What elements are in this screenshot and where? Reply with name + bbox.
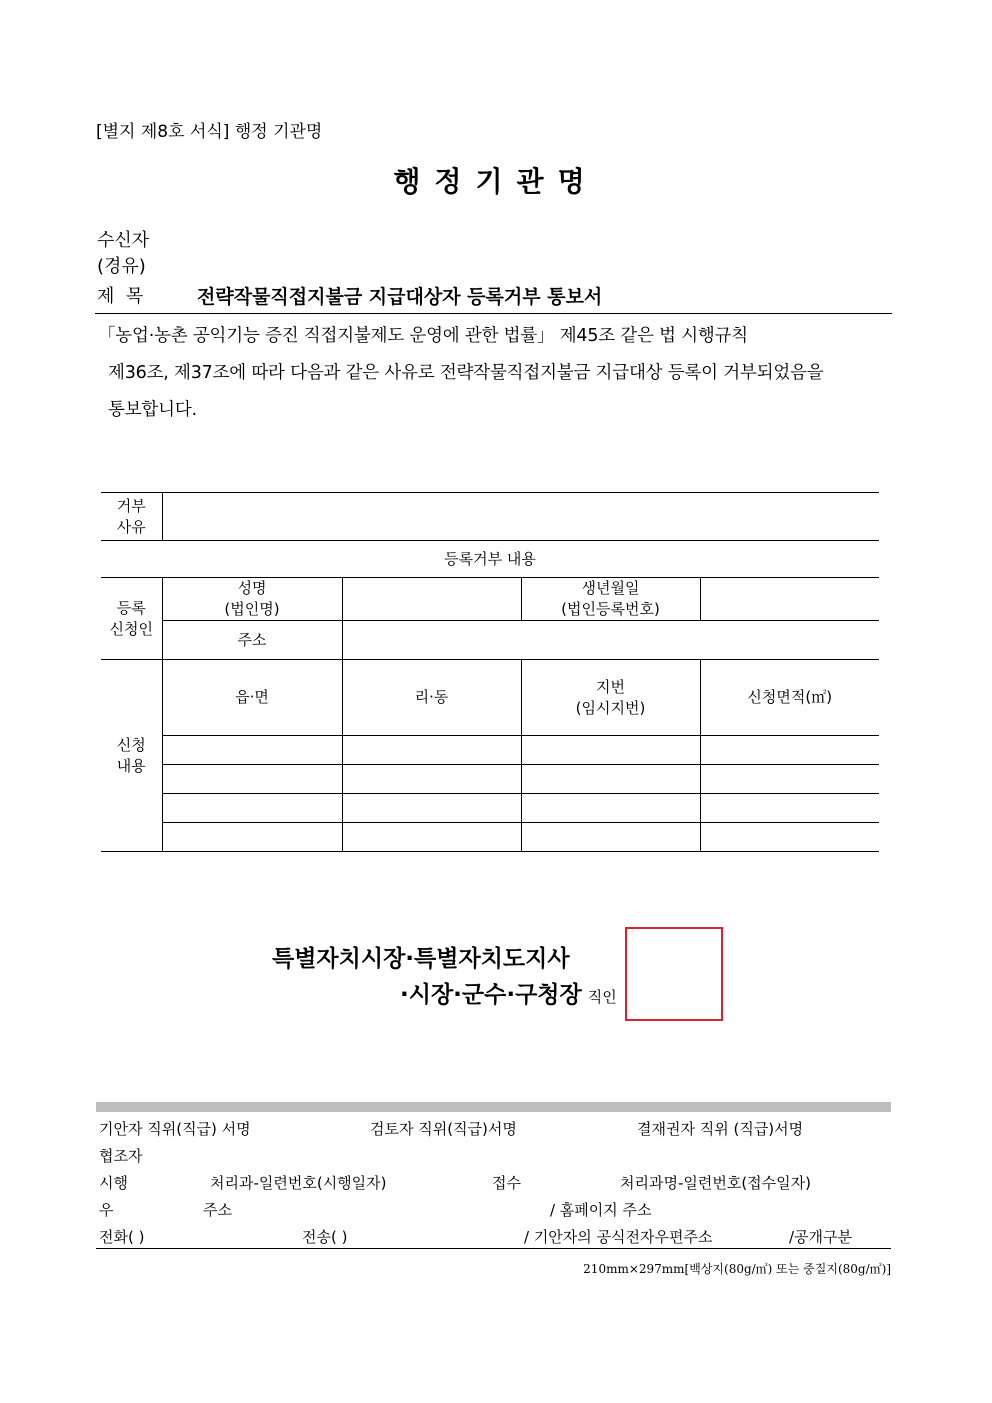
reason-field[interactable] <box>162 493 879 541</box>
enforce-label: 시행 <box>99 1174 128 1192</box>
receipt-label: 접수 <box>492 1174 521 1192</box>
seal-box <box>625 927 723 1021</box>
via-label: (경유) <box>97 256 146 277</box>
phone-label: 전화( ) <box>99 1228 145 1246</box>
recipient-label: 수신자 <box>97 230 150 251</box>
body-line: 제36조, 제37조에 따라 다음과 같은 사유로 전략작물직접지불금 지급대상 등록이 거부되었음을 <box>108 363 824 383</box>
approver-label: 결재권자 직위 (직급)서명 <box>637 1120 804 1138</box>
ri-cell[interactable] <box>342 736 521 765</box>
reviewer-label: 검토자 직위(직급)서명 <box>370 1120 517 1138</box>
eup-cell[interactable] <box>162 823 342 852</box>
reason-label-cell: 거부 사유 <box>101 493 162 541</box>
body-text <box>98 318 882 429</box>
address-field[interactable] <box>342 621 879 660</box>
jibun-cell[interactable] <box>521 765 700 794</box>
area-cell[interactable] <box>700 823 879 852</box>
body-line: 통보합니다. <box>108 400 197 420</box>
homepage-label: / 홈페이지 주소 <box>550 1201 652 1219</box>
area-cell[interactable] <box>700 765 879 794</box>
col-area-header: 신청면적(㎡) <box>700 660 879 736</box>
ri-cell[interactable] <box>342 794 521 823</box>
receipt-number: 처리과명-일련번호(접수일자) <box>620 1174 811 1192</box>
birth-label-cell: 생년월일 (법인등록번호) <box>521 578 700 621</box>
eup-cell[interactable] <box>162 736 342 765</box>
post-label: 우 <box>99 1201 114 1219</box>
birth-field[interactable] <box>700 578 879 621</box>
name-label-cell: 성명 (법인명) <box>162 578 342 621</box>
body-line: 「농업·농촌 공익기능 증진 직접지불제도 운영에 관한 법률」 제45조 같은 법 시행규칙 <box>98 326 749 346</box>
ri-cell[interactable] <box>342 765 521 794</box>
footer-divider-bar <box>96 1102 891 1112</box>
public-label: /공개구분 <box>789 1228 853 1246</box>
cooperator-label: 협조자 <box>99 1147 143 1165</box>
table-row <box>101 823 879 852</box>
form-label: [별지 제8호 서식] 행정 기관명 <box>96 122 323 142</box>
enforce-number: 처리과-일련번호(시행일자) <box>210 1174 387 1192</box>
address-label: 주소 <box>162 621 342 660</box>
signature-title: ·시장·군수·구청장 <box>400 982 582 1008</box>
table-row <box>101 736 879 765</box>
col-jibun-header: 지번 (임시지번) <box>521 660 700 736</box>
subject-label: 제 목 <box>97 286 144 307</box>
fax-label: 전송( ) <box>302 1228 348 1246</box>
footer-bottom-line <box>96 1248 891 1249</box>
registration-refusal-table <box>101 492 879 852</box>
email-label: / 기안자의 공식전자우편주소 <box>524 1228 713 1246</box>
ri-cell[interactable] <box>342 823 521 852</box>
seal-label: 직인 <box>587 988 617 1006</box>
section-header: 등록거부 내용 <box>101 541 879 578</box>
jibun-cell[interactable] <box>521 794 700 823</box>
col-eup-header: 읍·면 <box>162 660 342 736</box>
paper-spec: 210mm×297mm[백상지(80g/㎡) 또는 중질지(80g/㎡)] <box>583 1262 891 1276</box>
col-ri-header: 리·동 <box>342 660 521 736</box>
subject-text: 전략작물직접지불금 지급대상자 등록거부 통보서 <box>197 286 603 308</box>
table-row <box>101 794 879 823</box>
area-cell[interactable] <box>700 736 879 765</box>
drafter-label: 기안자 직위(직급) 서명 <box>99 1120 251 1138</box>
area-cell[interactable] <box>700 794 879 823</box>
jibun-cell[interactable] <box>521 823 700 852</box>
subject-row <box>97 282 603 308</box>
jibun-cell[interactable] <box>521 736 700 765</box>
address-label-footer: 주소 <box>203 1201 232 1219</box>
page-title: 행정기관명 <box>393 165 599 198</box>
table-row <box>101 765 879 794</box>
name-field[interactable] <box>342 578 521 621</box>
applicant-label-cell: 등록 신청인 <box>101 578 162 660</box>
content-label-cell: 신청 내용 <box>101 660 162 852</box>
signature-line-1: 특별자치시장·특별자치도지사 <box>272 946 570 972</box>
eup-cell[interactable] <box>162 765 342 794</box>
eup-cell[interactable] <box>162 794 342 823</box>
signature-line-2 <box>400 976 617 1009</box>
subject-divider <box>95 313 892 314</box>
